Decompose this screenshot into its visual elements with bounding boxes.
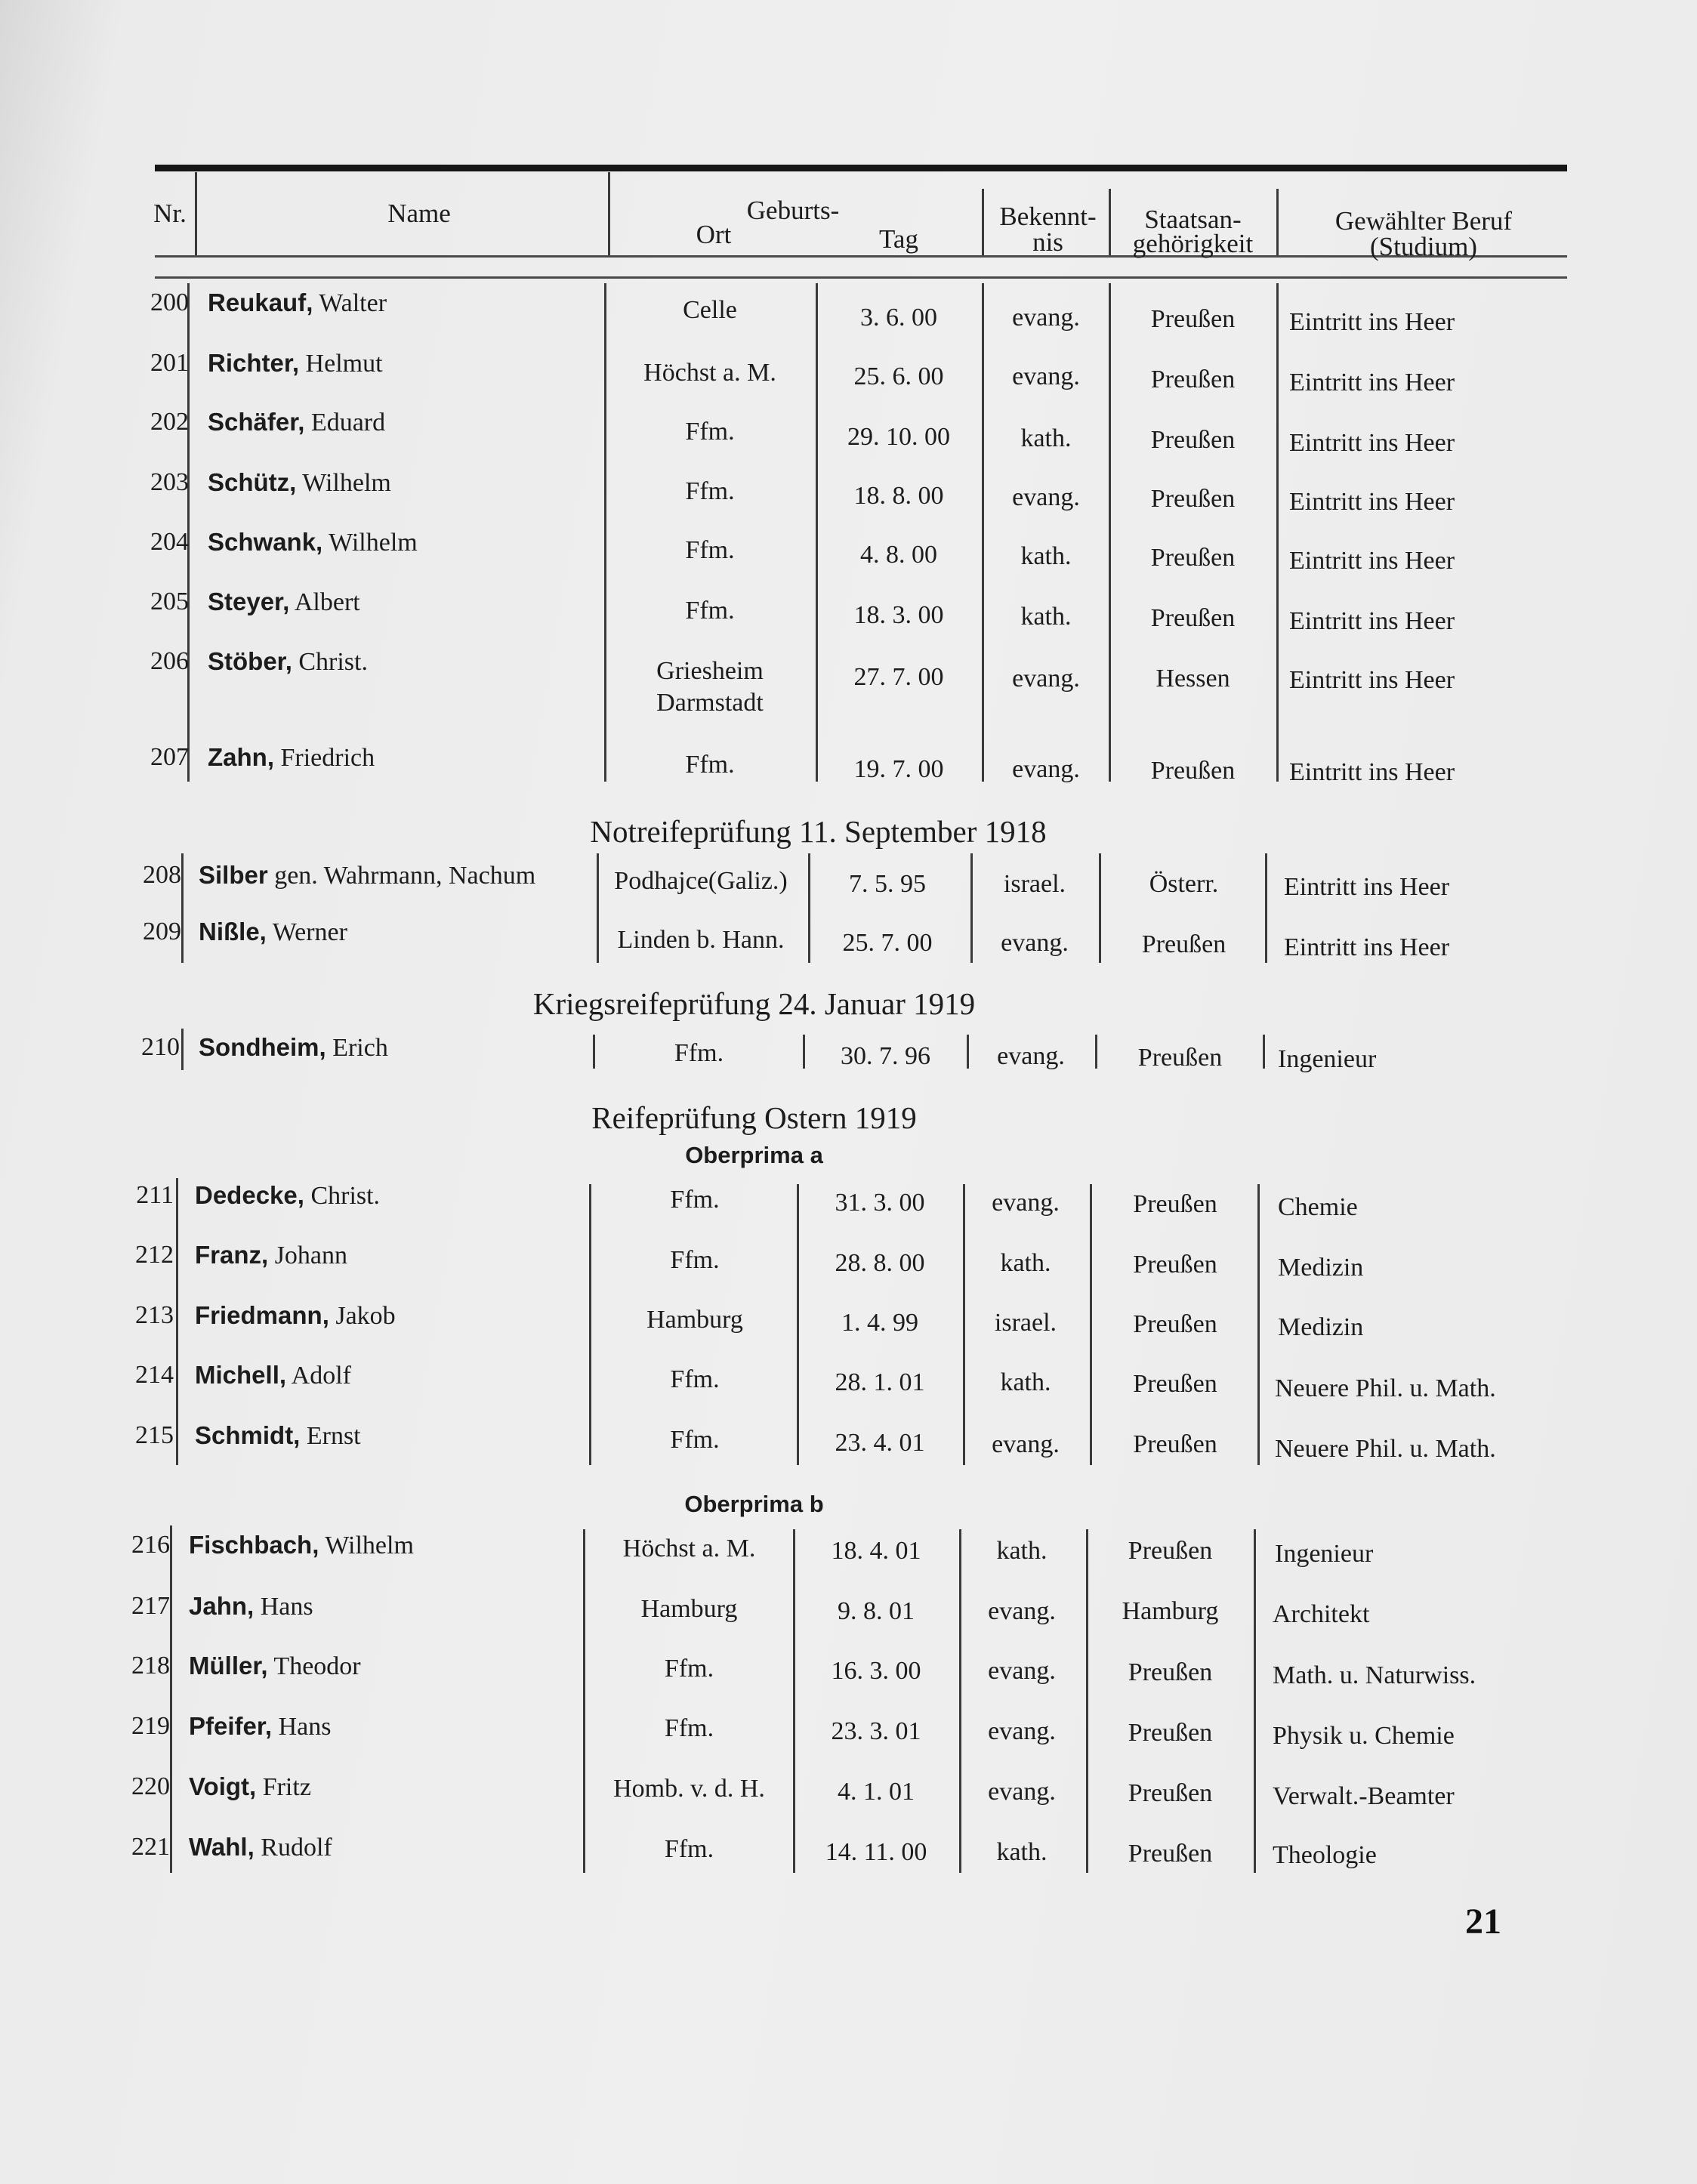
row-surname: Voigt,	[189, 1772, 257, 1800]
row-bek: evang.	[992, 1430, 1060, 1458]
row-ort: Ffm.	[664, 1655, 714, 1683]
row-ort: Ffm.	[685, 418, 735, 446]
row-nr: 212	[135, 1241, 174, 1269]
row-beruf: Math. u. Naturwiss.	[1273, 1661, 1476, 1689]
row-nr: 220	[131, 1772, 170, 1800]
header-staats-1: Staatsan-	[1144, 205, 1242, 234]
row-tag: 23. 4. 01	[835, 1429, 925, 1457]
row-nr: 218	[131, 1652, 170, 1680]
row-bek: israel.	[1003, 870, 1066, 898]
row-bek: evang.	[1012, 483, 1080, 511]
header-name: Name	[387, 199, 451, 228]
row-nr: 205	[150, 588, 189, 615]
row-staat: Preußen	[1150, 544, 1236, 572]
row-ort: Ffm.	[670, 1426, 720, 1454]
group2-sep	[970, 853, 973, 963]
row-bek: kath.	[1020, 542, 1072, 570]
row-beruf: Eintritt ins Heer	[1284, 873, 1450, 901]
group1-sep	[982, 283, 984, 782]
header-nr: Nr.	[153, 199, 187, 228]
section-title-kriegsreife: Kriegsreifeprüfung 24. Januar 1919	[532, 986, 976, 1021]
row-name	[208, 526, 418, 559]
row-bek: evang.	[1012, 304, 1080, 332]
row-nr: 203	[150, 468, 189, 496]
row-nr: 200	[150, 288, 189, 316]
row-bek: evang.	[992, 1189, 1060, 1217]
row-given: Jakob	[335, 1302, 396, 1330]
row-surname: Franz,	[195, 1241, 269, 1269]
row-tag: 23. 3. 01	[831, 1717, 921, 1745]
row-bek: evang.	[1012, 665, 1080, 693]
row-nr: 206	[150, 647, 189, 675]
row-ort: Hamburg	[646, 1306, 743, 1334]
row-beruf: Theologie	[1273, 1841, 1377, 1869]
row-beruf: Eintritt ins Heer	[1289, 429, 1455, 457]
row-ort: Höchst a. M.	[622, 1535, 756, 1562]
row-staat: Hessen	[1156, 665, 1230, 693]
row-surname: Dedecke,	[195, 1181, 304, 1209]
row-tag: 25. 7. 00	[842, 929, 933, 957]
row-staat: Preußen	[1128, 1658, 1213, 1686]
row-name	[189, 1590, 313, 1623]
header-top-rule	[155, 165, 1567, 171]
row-staat: Preußen	[1150, 366, 1236, 393]
row-tag: 28. 1. 01	[835, 1368, 925, 1396]
row-bek: kath.	[1020, 424, 1072, 452]
row-ort: Ffm.	[685, 751, 735, 779]
header-sep	[608, 172, 610, 255]
row-tag: 18. 8. 00	[853, 482, 944, 510]
row-given: Friedrich	[280, 744, 375, 772]
row-staat: Preußen	[1150, 426, 1236, 454]
row-surname: Zahn,	[208, 743, 274, 771]
row-bek: evang.	[1012, 362, 1080, 390]
row-staat: Preußen	[1128, 1719, 1213, 1747]
row-ort: Ffm.	[674, 1039, 724, 1067]
group2-sep	[181, 853, 184, 963]
row-nr: 211	[136, 1181, 174, 1209]
row-name	[208, 287, 387, 319]
row-bek: evang.	[988, 1597, 1056, 1625]
row-nr: 209	[143, 918, 181, 945]
row-tag: 30. 7. 96	[841, 1042, 930, 1070]
row-bek: kath.	[1000, 1368, 1051, 1396]
row-beruf: Verwalt.-Beamter	[1273, 1782, 1455, 1810]
header-bekenntnis-2: nis	[1032, 227, 1063, 257]
row-tag: 3. 6. 00	[860, 304, 937, 332]
row-nr: 207	[150, 743, 189, 771]
row-ort: Ffm.	[685, 597, 735, 625]
row-name	[208, 742, 375, 774]
row-given: Rudolf	[261, 1834, 332, 1862]
row-tag: 31. 3. 00	[835, 1189, 925, 1217]
row-tag: 4. 8. 00	[860, 541, 937, 569]
row-staat: Preußen	[1133, 1370, 1217, 1398]
row-given: gen. Wahrmann, Nachum	[274, 862, 536, 890]
row-tag: 14. 11. 00	[825, 1838, 927, 1866]
row-name	[208, 347, 383, 380]
row-beruf: Eintritt ins Heer	[1289, 607, 1455, 635]
row-name	[208, 646, 368, 678]
row-name	[195, 1239, 347, 1272]
row-given: Christ.	[298, 648, 368, 676]
row-staat: Hamburg	[1122, 1597, 1219, 1625]
row-beruf: Eintritt ins Heer	[1289, 666, 1455, 694]
row-name	[189, 1771, 311, 1803]
row-given: Wilhelm	[325, 1532, 414, 1559]
section-title-reife-ostern: Reifeprüfung Ostern 1919	[591, 1100, 917, 1135]
row-beruf: Neuere Phil. u. Math.	[1275, 1374, 1496, 1402]
row-name	[189, 1529, 414, 1562]
group4a-sep	[589, 1184, 591, 1465]
row-name	[189, 1710, 331, 1743]
group2-sep	[808, 853, 810, 963]
row-bek: kath.	[996, 1838, 1048, 1866]
group4a-sep	[1090, 1184, 1092, 1465]
row-name	[199, 859, 535, 892]
row-nr: 213	[135, 1301, 174, 1329]
row-ort: Ffm.	[685, 536, 735, 564]
row-given: Werner	[272, 918, 347, 946]
row-nr: 214	[135, 1361, 174, 1389]
header-ort: Ort	[696, 220, 732, 249]
row-tag: 1. 4. 99	[841, 1309, 918, 1337]
row-given: Hans	[278, 1713, 332, 1741]
row-tag: 29. 10. 00	[847, 423, 950, 451]
row-ort: Homb. v. d. H.	[613, 1775, 765, 1803]
group4b-sep	[793, 1529, 795, 1873]
subsection-oberprima-a: Oberprima a	[685, 1142, 823, 1168]
row-bek: kath.	[1000, 1249, 1051, 1277]
row-name	[195, 1300, 396, 1332]
row-nr: 217	[131, 1592, 170, 1620]
row-surname: Reukauf,	[208, 288, 313, 316]
row-ort: Griesheim	[656, 657, 764, 685]
row-name	[208, 586, 360, 618]
row-beruf: Ingenieur	[1278, 1045, 1377, 1073]
row-beruf: Medizin	[1278, 1313, 1364, 1341]
row-tag: 27. 7. 00	[853, 663, 944, 691]
group3-sep	[803, 1035, 805, 1069]
group1-sep	[1276, 283, 1279, 782]
row-surname: Stöber,	[208, 647, 292, 675]
row-bek: evang.	[988, 1657, 1056, 1685]
row-surname: Sondheim,	[199, 1033, 326, 1061]
row-nr: 201	[150, 349, 189, 377]
subsection-oberprima-b: Oberprima b	[684, 1491, 824, 1517]
row-ort: Ffm.	[685, 477, 735, 505]
group3-sep	[1095, 1035, 1097, 1069]
row-bek: evang.	[997, 1042, 1065, 1070]
row-bek: evang.	[1001, 929, 1069, 957]
row-surname: Schwank,	[208, 528, 323, 556]
row-nr: 215	[135, 1421, 174, 1449]
row-beruf: Eintritt ins Heer	[1284, 933, 1450, 961]
row-staat: Preußen	[1128, 1840, 1213, 1868]
row-tag: 19. 7. 00	[853, 755, 944, 783]
row-ort: Ffm.	[670, 1186, 720, 1214]
row-given: Helmut	[305, 350, 383, 378]
row-staat: Preußen	[1150, 305, 1236, 333]
row-staat: Preußen	[1128, 1779, 1213, 1807]
row-ort: Ffm.	[670, 1365, 720, 1393]
group4b-sep	[170, 1525, 172, 1873]
row-tag: 18. 3. 00	[853, 601, 944, 629]
header-sep	[982, 189, 984, 255]
row-given: Eduard	[310, 409, 386, 436]
row-beruf: Eintritt ins Heer	[1289, 308, 1455, 336]
row-surname: Michell,	[195, 1361, 287, 1389]
group3-sep	[181, 1029, 184, 1070]
row-beruf: Eintritt ins Heer	[1289, 488, 1455, 516]
row-staat: Österr.	[1149, 870, 1219, 898]
row-surname: Silber	[199, 861, 268, 889]
row-beruf: Architekt	[1273, 1600, 1370, 1628]
header-geburts: Geburts-	[746, 196, 840, 225]
row-nr: 204	[150, 528, 189, 556]
group4b-sep	[1254, 1529, 1256, 1873]
group4a-sep	[176, 1178, 178, 1465]
page-number: 21	[1465, 1902, 1501, 1942]
row-beruf: Eintritt ins Heer	[1289, 547, 1455, 575]
row-name	[189, 1650, 361, 1683]
section-title-notreife: Notreifeprüfung 11. September 1918	[590, 814, 1047, 849]
row-given: Christ.	[310, 1182, 381, 1210]
row-ort-line2: Darmstadt	[656, 689, 764, 717]
group4b-sep	[583, 1529, 585, 1873]
header-tag: Tag	[879, 224, 918, 254]
row-tag: 25. 6. 00	[853, 362, 944, 390]
row-staat: Preußen	[1150, 757, 1236, 785]
row-tag: 18. 4. 01	[831, 1537, 921, 1565]
row-nr: 216	[131, 1531, 170, 1559]
group2-sep	[1099, 853, 1101, 963]
row-ort: Podhajce(Galiz.)	[614, 867, 788, 895]
row-name	[199, 916, 347, 949]
row-nr: 219	[131, 1712, 170, 1740]
group4a-sep	[797, 1184, 799, 1465]
row-bek: evang.	[1012, 755, 1080, 783]
row-name	[189, 1831, 332, 1864]
row-bek: evang.	[988, 1717, 1056, 1745]
row-ort: Ffm.	[664, 1835, 714, 1863]
row-staat: Preußen	[1128, 1537, 1213, 1565]
row-beruf: Ingenieur	[1275, 1540, 1374, 1568]
row-tag: 4. 1. 01	[838, 1778, 915, 1806]
row-surname: Jahn,	[189, 1592, 255, 1620]
row-given: Fritz	[262, 1773, 311, 1801]
row-tag: 9. 8. 01	[838, 1597, 915, 1625]
row-name	[195, 1359, 351, 1392]
header-beruf-2: (Studium)	[1370, 232, 1477, 261]
row-surname: Nißle,	[199, 918, 267, 945]
row-tag: 28. 8. 00	[835, 1249, 925, 1277]
row-given: Adolf	[291, 1362, 351, 1390]
header-sep	[1276, 189, 1279, 255]
group3-sep	[1263, 1035, 1265, 1069]
row-ort: Hamburg	[640, 1595, 738, 1623]
row-tag: 7. 5. 95	[849, 870, 926, 898]
row-ort: Höchst a. M.	[643, 359, 776, 387]
row-given: Erich	[332, 1034, 388, 1062]
row-bek: kath.	[996, 1537, 1048, 1565]
row-bek: israel.	[994, 1309, 1057, 1337]
row-given: Wilhelm	[302, 469, 391, 497]
row-surname: Schütz,	[208, 468, 297, 496]
row-given: Johann	[274, 1242, 348, 1269]
row-staat: Preußen	[1133, 1310, 1217, 1338]
row-given: Walter	[319, 289, 387, 317]
header-bekenntnis-1: Bekennt-	[999, 202, 1097, 231]
row-ort: Celle	[683, 296, 737, 324]
row-ort: Ffm.	[670, 1246, 720, 1274]
row-staat: Preußen	[1150, 604, 1236, 632]
row-beruf: Chemie	[1278, 1193, 1358, 1221]
row-surname: Pfeifer,	[189, 1712, 273, 1740]
row-name	[199, 1032, 388, 1064]
group1-sep	[1109, 283, 1111, 782]
row-name	[208, 406, 385, 439]
row-bek: evang.	[988, 1778, 1056, 1806]
row-name	[195, 1180, 380, 1212]
row-tag: 16. 3. 00	[831, 1657, 921, 1685]
group1-sep	[816, 283, 818, 782]
row-staat: Preußen	[1133, 1190, 1217, 1218]
row-given: Theodor	[273, 1652, 361, 1680]
group4b-sep	[959, 1529, 961, 1873]
row-bek: kath.	[1020, 603, 1072, 631]
group1-sep	[604, 283, 606, 782]
row-surname: Richter,	[208, 349, 300, 377]
row-nr: 221	[131, 1833, 170, 1861]
row-given: Ernst	[306, 1422, 361, 1450]
row-surname: Fischbach,	[189, 1531, 319, 1559]
row-nr: 202	[150, 408, 189, 436]
row-ort: Ffm.	[664, 1714, 714, 1742]
header-staats-2: gehörigkeit	[1132, 229, 1254, 258]
row-staat: Preußen	[1137, 1044, 1223, 1072]
row-ort: Linden b. Hann.	[617, 926, 785, 954]
row-staat: Preußen	[1141, 930, 1226, 958]
row-surname: Müller,	[189, 1652, 268, 1680]
row-beruf: Medizin	[1278, 1254, 1364, 1282]
row-beruf: Eintritt ins Heer	[1289, 369, 1455, 396]
header-sep	[195, 172, 197, 255]
row-surname: Steyer,	[208, 588, 290, 615]
row-given: Wilhelm	[329, 529, 418, 557]
row-staat: Preußen	[1150, 485, 1236, 513]
row-name	[195, 1420, 361, 1452]
row-surname: Wahl,	[189, 1833, 255, 1861]
row-surname: Schäfer,	[208, 408, 305, 436]
row-name	[208, 467, 391, 499]
group4b-sep	[1086, 1529, 1088, 1873]
row-nr: 210	[141, 1033, 180, 1061]
row-staat: Preußen	[1133, 1251, 1217, 1279]
row-given: Hans	[260, 1593, 313, 1621]
group4a-sep	[1257, 1184, 1260, 1465]
group3-sep	[593, 1035, 595, 1069]
row-surname: Friedmann,	[195, 1301, 329, 1329]
row-surname: Schmidt,	[195, 1421, 301, 1449]
row-nr: 208	[143, 861, 181, 889]
row-beruf: Physik u. Chemie	[1273, 1722, 1455, 1750]
row-given: Albert	[294, 588, 360, 616]
header-beruf-1: Gewählter Beruf	[1334, 206, 1513, 236]
row-beruf: Eintritt ins Heer	[1289, 758, 1455, 786]
group2-sep	[1265, 853, 1267, 963]
row-staat: Preußen	[1133, 1430, 1217, 1458]
row-beruf: Neuere Phil. u. Math.	[1275, 1435, 1496, 1463]
group3-sep	[967, 1035, 969, 1069]
header-bottom-rule-2	[155, 276, 1567, 279]
